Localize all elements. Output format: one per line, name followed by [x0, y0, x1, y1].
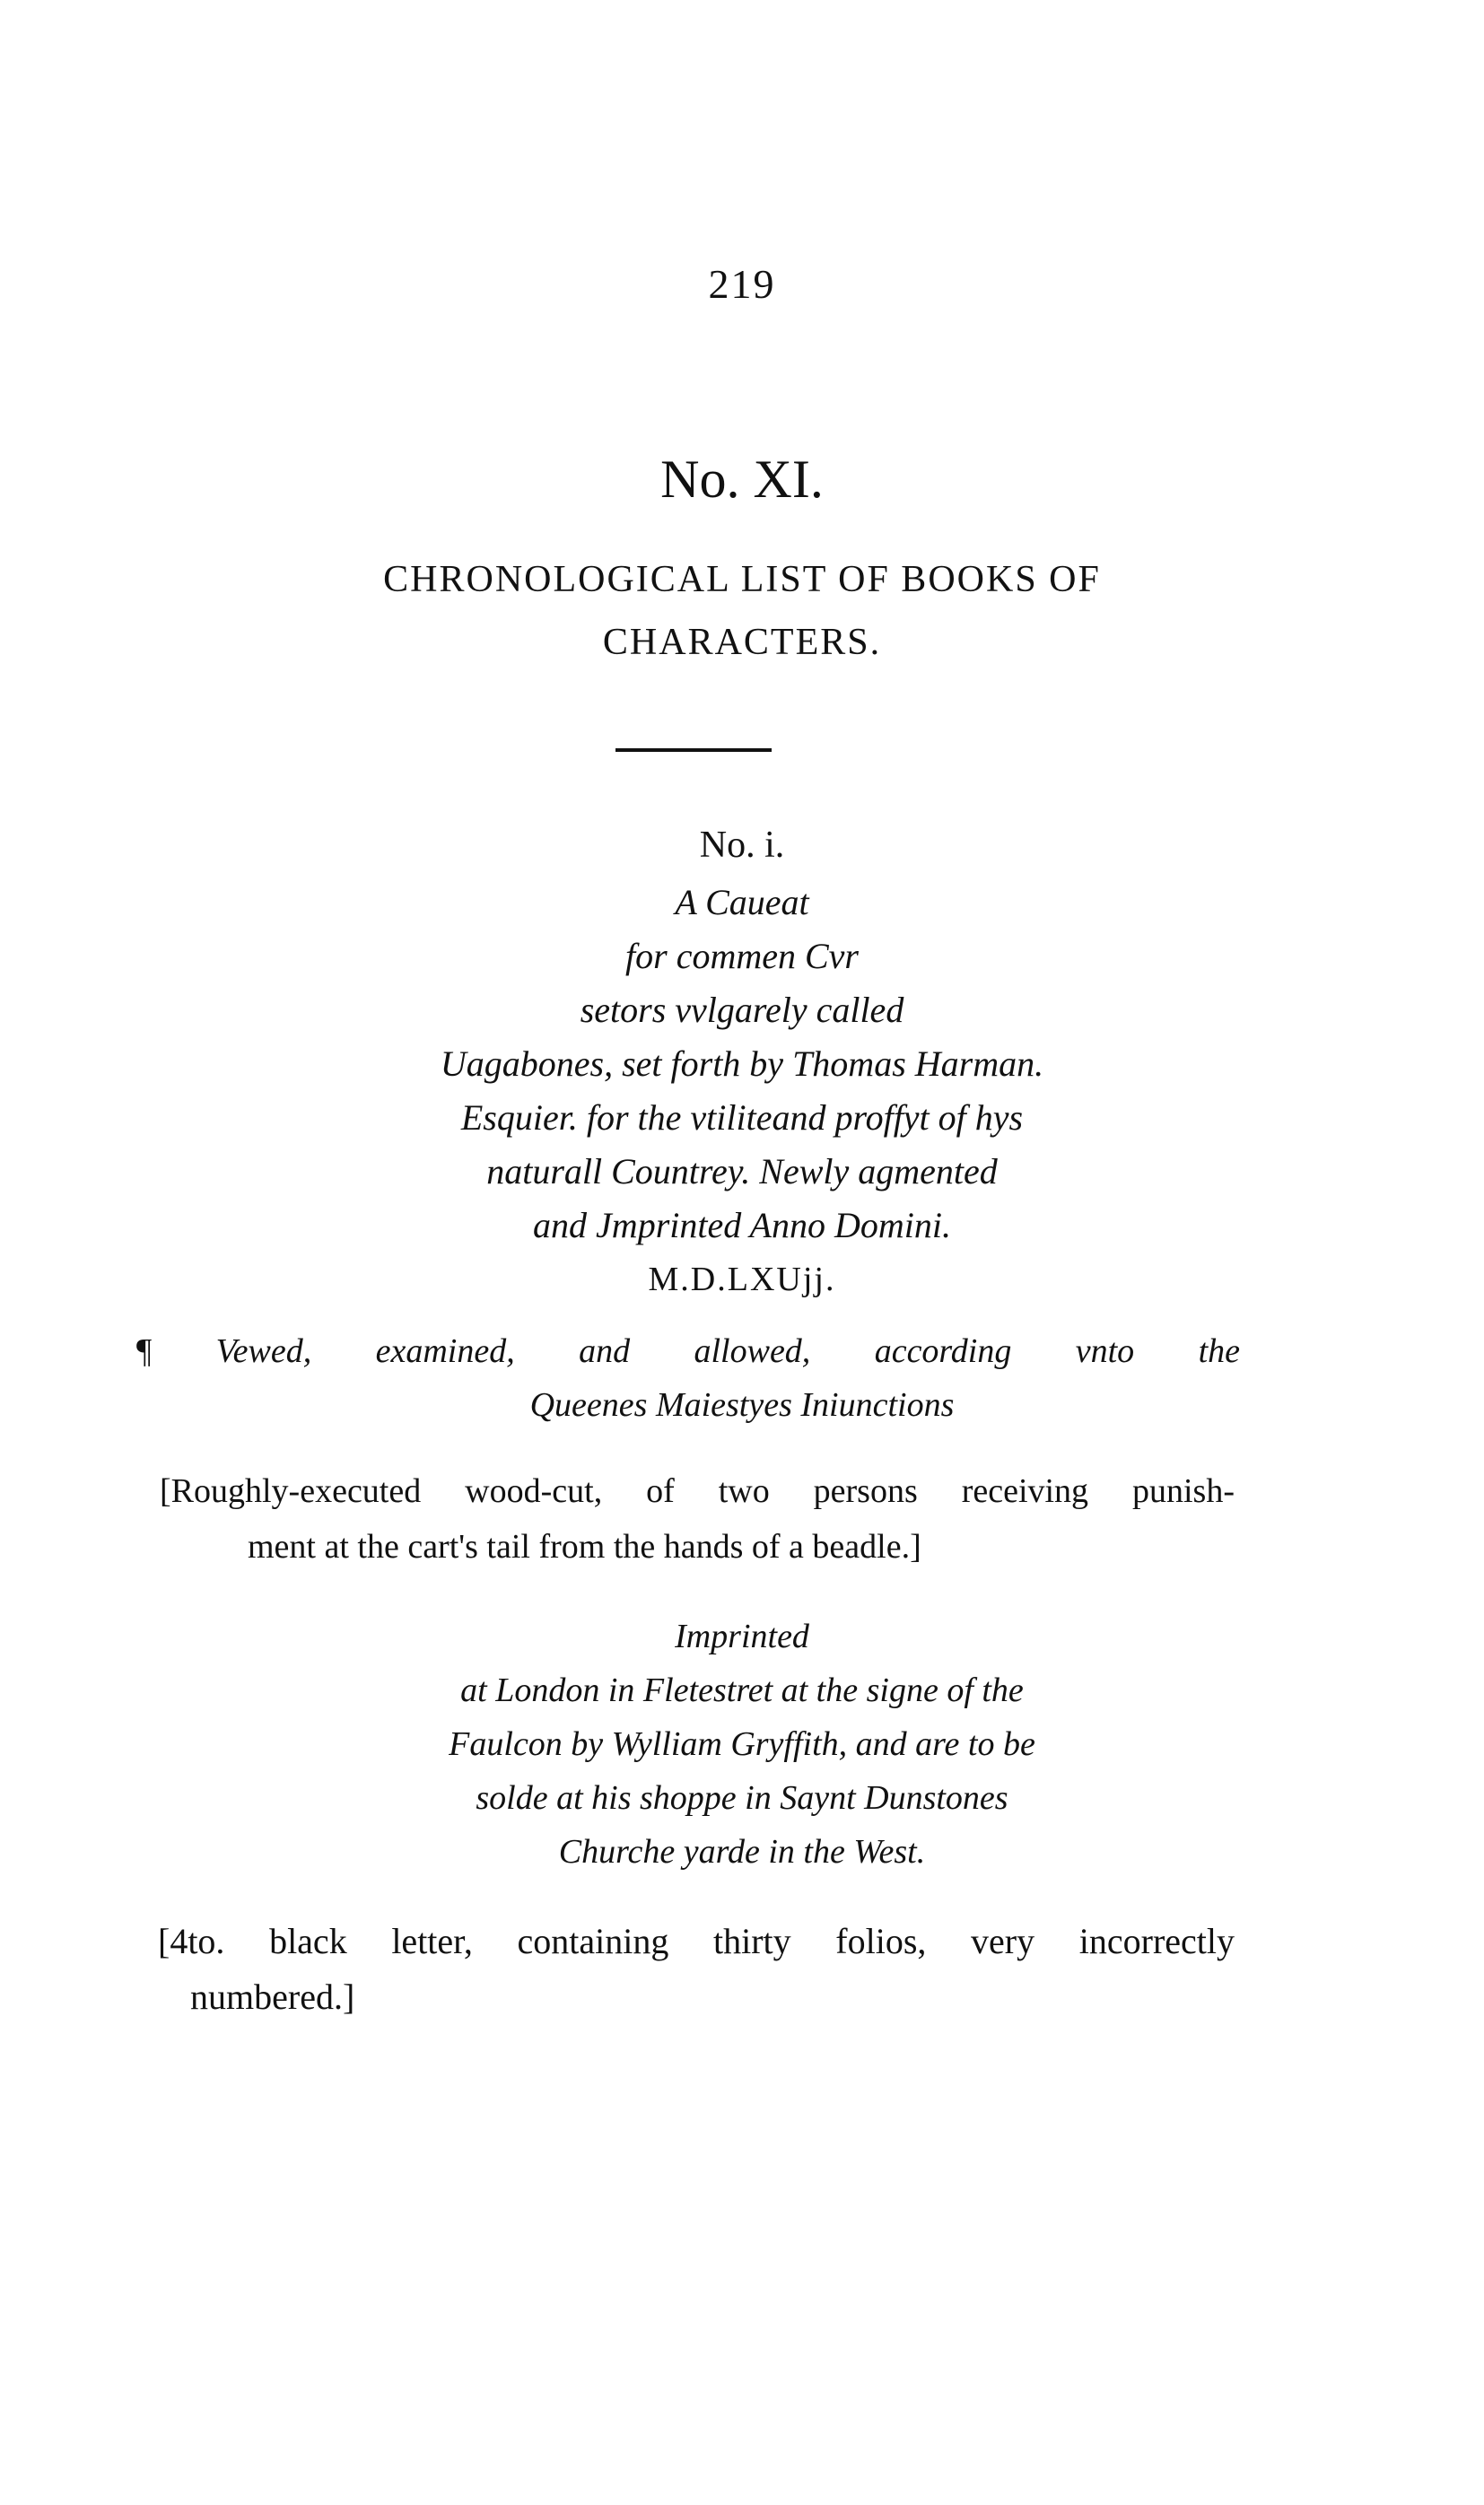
title-line: setors vvlgarely called [580, 990, 904, 1030]
imprint-line: solde at his shoppe in Saynt Dunstones [476, 1779, 1008, 1817]
pilcrow-mark: ¶ [136, 1332, 153, 1370]
woodcut-note-line-2: ment at the cart's tail from the hands of a beadle.] [248, 1528, 921, 1566]
title-line: naturall Countrey. Newly agmented [486, 1151, 998, 1191]
title-line: and Jmprinted Anno Domini. [533, 1205, 951, 1245]
divider-rule [615, 748, 772, 752]
imprint-line: Faulcon by Wylliam Gryffith, and are to be [449, 1725, 1035, 1763]
section-heading-line-1: CHRONOLOGICAL LIST OF BOOKS OF [383, 559, 1101, 600]
title-line: A Caueat [675, 882, 809, 922]
woodcut-note-line-1: [Roughly-executed wood-cut, of two persons receiving punish- [160, 1472, 1235, 1510]
imprint-line: Imprinted [675, 1618, 809, 1655]
entry-number: No. i. [699, 825, 785, 866]
section-heading-line-2: CHARACTERS. [602, 622, 882, 663]
section-number: No. XI. [660, 450, 824, 509]
title-line: for commen Cvr [625, 936, 859, 976]
format-note-line-1: [4to. black letter, containing thirty folios, very incorrectly [158, 1921, 1235, 1961]
format-note-line-2: numbered.] [190, 1977, 355, 2017]
imprint-line: Churche yarde in the West. [558, 1833, 926, 1871]
publication-date: M.D.LXUjj. [648, 1261, 836, 1298]
title-line: Uagabones, set forth by Thomas Harman. [440, 1043, 1044, 1084]
page-number: 219 [708, 261, 776, 307]
license-line-2: Queenes Maiestyes Iniunctions [529, 1386, 955, 1424]
license-line-1 [136, 1331, 1240, 1371]
title-line: Esquier. for the vtiliteand proffyt of hys [460, 1097, 1024, 1138]
license-text: Vewed, examined, and allowed, according vnto the [215, 1332, 1241, 1370]
imprint-line: at London in Fletestret at the signe of the [460, 1671, 1024, 1709]
